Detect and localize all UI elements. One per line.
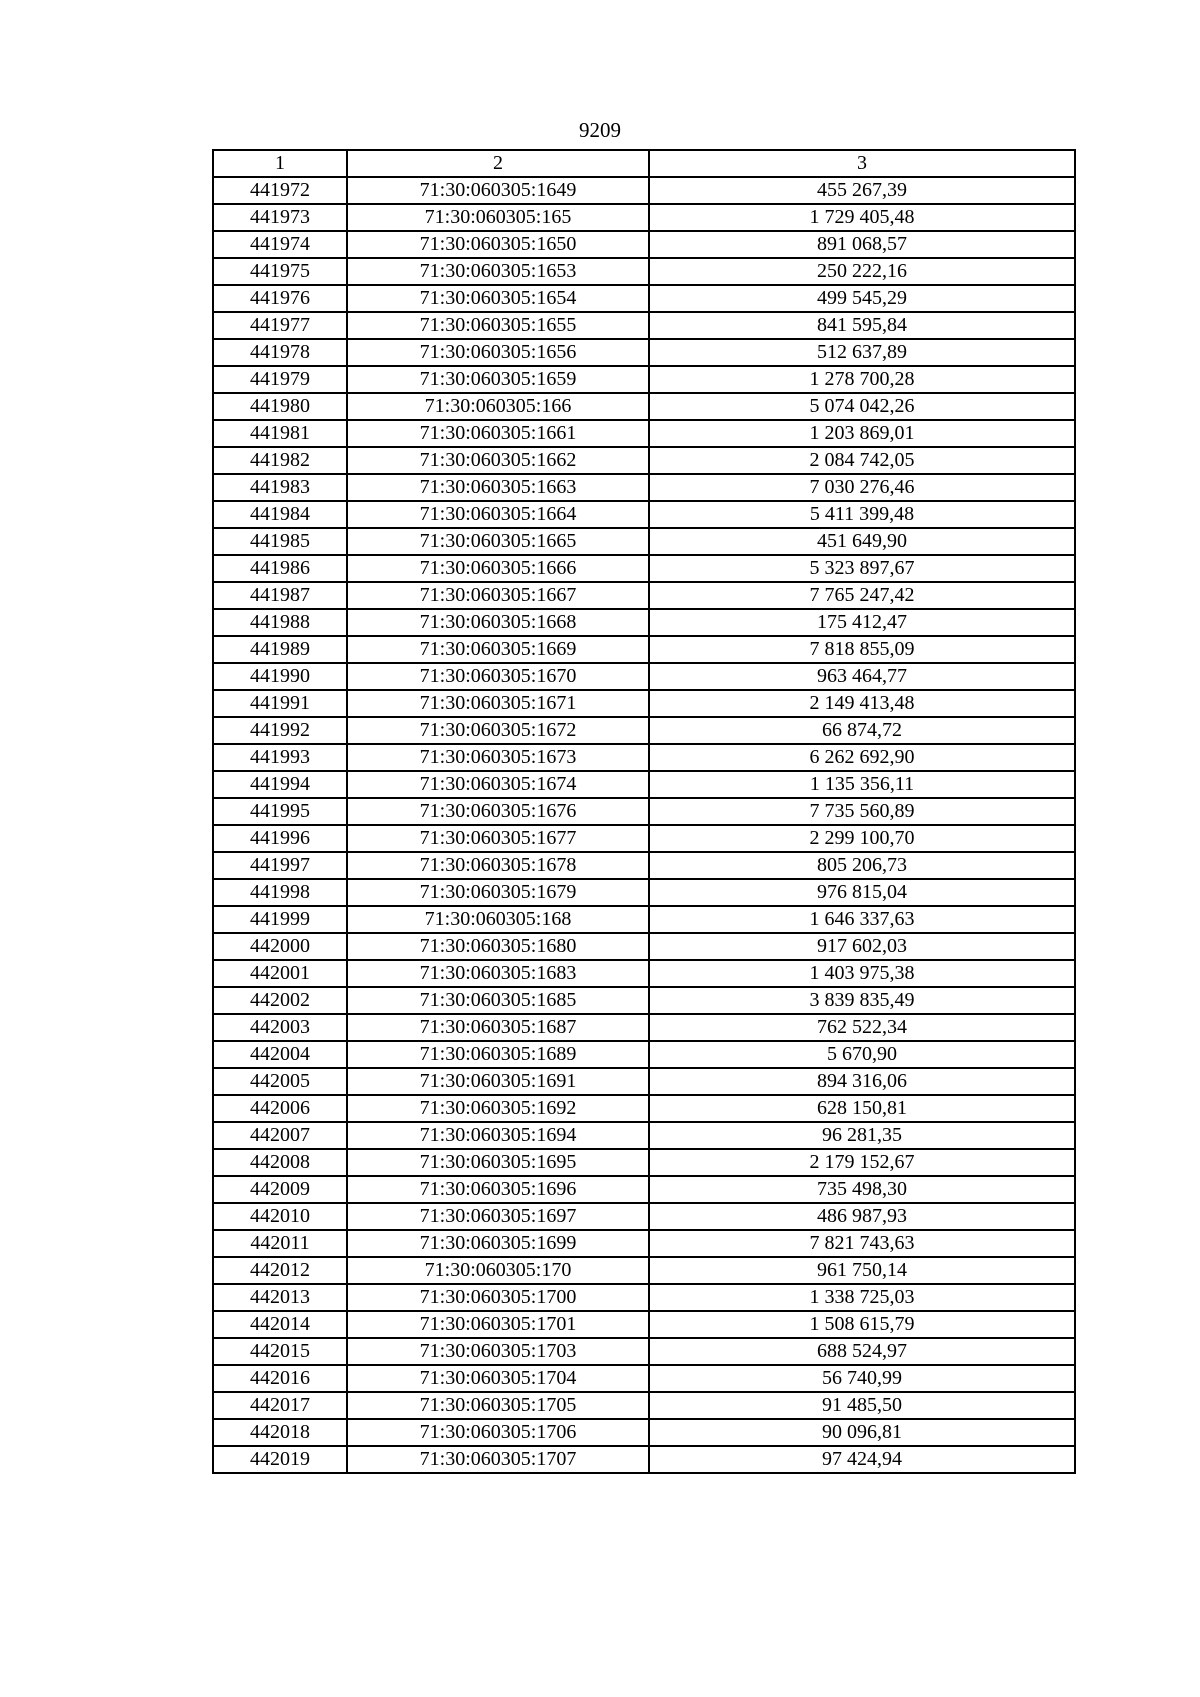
header-cell-2: 2 — [347, 150, 649, 177]
table-row — [213, 1122, 1075, 1149]
table-row — [213, 339, 1075, 366]
value-cell: 486 987,93 — [649, 1203, 1075, 1230]
table-row — [213, 879, 1075, 906]
row-number-cell: 441998 — [213, 879, 347, 906]
page-number — [0, 117, 1200, 143]
row-number-cell: 441974 — [213, 231, 347, 258]
cadastral-number-cell: 71:30:060305:1695 — [347, 1149, 649, 1176]
value-cell: 512 637,89 — [649, 339, 1075, 366]
value-cell: 805 206,73 — [649, 852, 1075, 879]
cadastral-number-cell: 71:30:060305:1697 — [347, 1203, 649, 1230]
page-number-text: 9209 — [579, 118, 621, 142]
table-row — [213, 1392, 1075, 1419]
row-number-cell: 442014 — [213, 1311, 347, 1338]
row-number-cell: 442015 — [213, 1338, 347, 1365]
value-cell: 841 595,84 — [649, 312, 1075, 339]
cadastral-number-cell: 71:30:060305:1699 — [347, 1230, 649, 1257]
row-number-cell: 442017 — [213, 1392, 347, 1419]
table-row — [213, 258, 1075, 285]
value-cell: 762 522,34 — [649, 1014, 1075, 1041]
value-cell: 5 670,90 — [649, 1041, 1075, 1068]
cadastral-number-cell: 71:30:060305:1669 — [347, 636, 649, 663]
row-number-cell: 441975 — [213, 258, 347, 285]
value-cell: 963 464,77 — [649, 663, 1075, 690]
row-number-cell: 442000 — [213, 933, 347, 960]
value-cell: 250 222,16 — [649, 258, 1075, 285]
row-number-cell: 441990 — [213, 663, 347, 690]
value-cell: 7 030 276,46 — [649, 474, 1075, 501]
cadastral-number-cell: 71:30:060305:1672 — [347, 717, 649, 744]
value-cell: 7 735 560,89 — [649, 798, 1075, 825]
cadastral-number-cell: 71:30:060305:1689 — [347, 1041, 649, 1068]
cadastral-number-cell: 71:30:060305:1704 — [347, 1365, 649, 1392]
value-cell: 1 278 700,28 — [649, 366, 1075, 393]
value-cell: 1 508 615,79 — [649, 1311, 1075, 1338]
row-number-cell: 441997 — [213, 852, 347, 879]
cadastral-number-cell: 71:30:060305:1665 — [347, 528, 649, 555]
table-row — [213, 285, 1075, 312]
row-number-cell: 442010 — [213, 1203, 347, 1230]
row-number-cell: 442016 — [213, 1365, 347, 1392]
header-cell-3: 3 — [649, 150, 1075, 177]
table-row — [213, 1176, 1075, 1203]
cadastral-number-cell: 71:30:060305:1653 — [347, 258, 649, 285]
value-cell: 1 729 405,48 — [649, 204, 1075, 231]
row-number-cell: 442013 — [213, 1284, 347, 1311]
cadastral-number-cell: 71:30:060305:168 — [347, 906, 649, 933]
table-row — [213, 798, 1075, 825]
value-cell: 91 485,50 — [649, 1392, 1075, 1419]
value-cell: 2 299 100,70 — [649, 825, 1075, 852]
value-cell: 499 545,29 — [649, 285, 1075, 312]
row-number-cell: 441981 — [213, 420, 347, 447]
cadastral-number-cell: 71:30:060305:1680 — [347, 933, 649, 960]
table-row — [213, 1230, 1075, 1257]
row-number-cell: 442009 — [213, 1176, 347, 1203]
cadastral-number-cell: 71:30:060305:1671 — [347, 690, 649, 717]
table-row — [213, 1365, 1075, 1392]
table-row — [213, 528, 1075, 555]
cadastral-number-cell: 71:30:060305:1662 — [347, 447, 649, 474]
row-number-cell: 441986 — [213, 555, 347, 582]
table-row — [213, 1419, 1075, 1446]
value-cell: 5 074 042,26 — [649, 393, 1075, 420]
table-header — [213, 150, 1075, 177]
table-row — [213, 204, 1075, 231]
value-cell: 1 203 869,01 — [649, 420, 1075, 447]
cadastral-number-cell: 71:30:060305:166 — [347, 393, 649, 420]
row-number-cell: 441999 — [213, 906, 347, 933]
table-row — [213, 1284, 1075, 1311]
table-row — [213, 1446, 1075, 1473]
table-row — [213, 852, 1075, 879]
row-number-cell: 441976 — [213, 285, 347, 312]
row-number-cell: 442006 — [213, 1095, 347, 1122]
value-cell: 1 403 975,38 — [649, 960, 1075, 987]
value-cell: 894 316,06 — [649, 1068, 1075, 1095]
row-number-cell: 442012 — [213, 1257, 347, 1284]
value-cell: 2 084 742,05 — [649, 447, 1075, 474]
value-cell: 96 281,35 — [649, 1122, 1075, 1149]
row-number-cell: 441994 — [213, 771, 347, 798]
cadastral-number-cell: 71:30:060305:165 — [347, 204, 649, 231]
row-number-cell: 441992 — [213, 717, 347, 744]
table-row — [213, 312, 1075, 339]
header-row — [213, 150, 1075, 177]
cadastral-number-cell: 71:30:060305:1676 — [347, 798, 649, 825]
value-cell: 891 068,57 — [649, 231, 1075, 258]
table-row — [213, 1041, 1075, 1068]
cadastral-number-cell: 71:30:060305:1679 — [347, 879, 649, 906]
row-number-cell: 441983 — [213, 474, 347, 501]
table-row — [213, 1338, 1075, 1365]
table-row — [213, 825, 1075, 852]
value-cell: 7 765 247,42 — [649, 582, 1075, 609]
value-cell: 175 412,47 — [649, 609, 1075, 636]
table-row — [213, 447, 1075, 474]
table-row — [213, 393, 1075, 420]
table-row — [213, 555, 1075, 582]
row-number-cell: 442003 — [213, 1014, 347, 1041]
row-number-cell: 441979 — [213, 366, 347, 393]
cadastral-number-cell: 71:30:060305:1673 — [347, 744, 649, 771]
table-row — [213, 474, 1075, 501]
cadastral-number-cell: 71:30:060305:1703 — [347, 1338, 649, 1365]
cadastral-number-cell: 71:30:060305:170 — [347, 1257, 649, 1284]
registry-table — [212, 149, 1076, 1474]
row-number-cell: 442019 — [213, 1446, 347, 1473]
table-row — [213, 609, 1075, 636]
cadastral-number-cell: 71:30:060305:1654 — [347, 285, 649, 312]
table-row — [213, 1203, 1075, 1230]
table-row — [213, 1257, 1075, 1284]
table-row — [213, 933, 1075, 960]
cadastral-number-cell: 71:30:060305:1691 — [347, 1068, 649, 1095]
row-number-cell: 442005 — [213, 1068, 347, 1095]
value-cell: 735 498,30 — [649, 1176, 1075, 1203]
row-number-cell: 441987 — [213, 582, 347, 609]
table-row — [213, 663, 1075, 690]
value-cell: 5 323 897,67 — [649, 555, 1075, 582]
row-number-cell: 442002 — [213, 987, 347, 1014]
cadastral-number-cell: 71:30:060305:1707 — [347, 1446, 649, 1473]
cadastral-number-cell: 71:30:060305:1694 — [347, 1122, 649, 1149]
row-number-cell: 441982 — [213, 447, 347, 474]
table-row — [213, 231, 1075, 258]
table-row — [213, 1014, 1075, 1041]
cadastral-number-cell: 71:30:060305:1687 — [347, 1014, 649, 1041]
table-row — [213, 582, 1075, 609]
value-cell: 3 839 835,49 — [649, 987, 1075, 1014]
cadastral-number-cell: 71:30:060305:1666 — [347, 555, 649, 582]
value-cell: 6 262 692,90 — [649, 744, 1075, 771]
header-cell-1: 1 — [213, 150, 347, 177]
cadastral-number-cell: 71:30:060305:1674 — [347, 771, 649, 798]
table-row — [213, 1149, 1075, 1176]
value-cell: 56 740,99 — [649, 1365, 1075, 1392]
table-row — [213, 717, 1075, 744]
cadastral-number-cell: 71:30:060305:1664 — [347, 501, 649, 528]
row-number-cell: 442004 — [213, 1041, 347, 1068]
cadastral-number-cell: 71:30:060305:1661 — [347, 420, 649, 447]
row-number-cell: 442018 — [213, 1419, 347, 1446]
cadastral-number-cell: 71:30:060305:1701 — [347, 1311, 649, 1338]
cadastral-number-cell: 71:30:060305:1685 — [347, 987, 649, 1014]
row-number-cell: 441985 — [213, 528, 347, 555]
row-number-cell: 441978 — [213, 339, 347, 366]
cadastral-number-cell: 71:30:060305:1668 — [347, 609, 649, 636]
value-cell: 90 096,81 — [649, 1419, 1075, 1446]
value-cell: 961 750,14 — [649, 1257, 1075, 1284]
value-cell: 7 818 855,09 — [649, 636, 1075, 663]
cadastral-number-cell: 71:30:060305:1696 — [347, 1176, 649, 1203]
table-row — [213, 1311, 1075, 1338]
row-number-cell: 441972 — [213, 177, 347, 204]
value-cell: 7 821 743,63 — [649, 1230, 1075, 1257]
cadastral-number-cell: 71:30:060305:1705 — [347, 1392, 649, 1419]
row-number-cell: 441980 — [213, 393, 347, 420]
table-row — [213, 906, 1075, 933]
row-number-cell: 441995 — [213, 798, 347, 825]
row-number-cell: 441993 — [213, 744, 347, 771]
table-row — [213, 960, 1075, 987]
value-cell: 1 338 725,03 — [649, 1284, 1075, 1311]
table-body — [213, 177, 1075, 1473]
value-cell: 1 135 356,11 — [649, 771, 1075, 798]
cadastral-number-cell: 71:30:060305:1650 — [347, 231, 649, 258]
value-cell: 976 815,04 — [649, 879, 1075, 906]
cadastral-number-cell: 71:30:060305:1659 — [347, 366, 649, 393]
value-cell: 2 149 413,48 — [649, 690, 1075, 717]
table-row — [213, 1068, 1075, 1095]
row-number-cell: 441991 — [213, 690, 347, 717]
table-row — [213, 501, 1075, 528]
table-row — [213, 744, 1075, 771]
value-cell: 2 179 152,67 — [649, 1149, 1075, 1176]
value-cell: 1 646 337,63 — [649, 906, 1075, 933]
table-row — [213, 366, 1075, 393]
cadastral-number-cell: 71:30:060305:1656 — [347, 339, 649, 366]
cadastral-number-cell: 71:30:060305:1692 — [347, 1095, 649, 1122]
table-row — [213, 420, 1075, 447]
value-cell: 451 649,90 — [649, 528, 1075, 555]
value-cell: 917 602,03 — [649, 933, 1075, 960]
row-number-cell: 442011 — [213, 1230, 347, 1257]
row-number-cell: 441977 — [213, 312, 347, 339]
cadastral-number-cell: 71:30:060305:1700 — [347, 1284, 649, 1311]
value-cell: 455 267,39 — [649, 177, 1075, 204]
cadastral-number-cell: 71:30:060305:1649 — [347, 177, 649, 204]
table-row — [213, 987, 1075, 1014]
cadastral-number-cell: 71:30:060305:1655 — [347, 312, 649, 339]
value-cell: 628 150,81 — [649, 1095, 1075, 1122]
cadastral-number-cell: 71:30:060305:1706 — [347, 1419, 649, 1446]
row-number-cell: 442001 — [213, 960, 347, 987]
cadastral-number-cell: 71:30:060305:1683 — [347, 960, 649, 987]
row-number-cell: 441973 — [213, 204, 347, 231]
table-row — [213, 771, 1075, 798]
row-number-cell: 441984 — [213, 501, 347, 528]
value-cell: 5 411 399,48 — [649, 501, 1075, 528]
cadastral-number-cell: 71:30:060305:1678 — [347, 852, 649, 879]
cadastral-number-cell: 71:30:060305:1670 — [347, 663, 649, 690]
row-number-cell: 442008 — [213, 1149, 347, 1176]
cadastral-number-cell: 71:30:060305:1663 — [347, 474, 649, 501]
value-cell: 66 874,72 — [649, 717, 1075, 744]
row-number-cell: 442007 — [213, 1122, 347, 1149]
row-number-cell: 441988 — [213, 609, 347, 636]
value-cell: 97 424,94 — [649, 1446, 1075, 1473]
row-number-cell: 441989 — [213, 636, 347, 663]
table-row — [213, 177, 1075, 204]
cadastral-number-cell: 71:30:060305:1677 — [347, 825, 649, 852]
table-row — [213, 1095, 1075, 1122]
row-number-cell: 441996 — [213, 825, 347, 852]
value-cell: 688 524,97 — [649, 1338, 1075, 1365]
table-row — [213, 690, 1075, 717]
table-row — [213, 636, 1075, 663]
cadastral-number-cell: 71:30:060305:1667 — [347, 582, 649, 609]
